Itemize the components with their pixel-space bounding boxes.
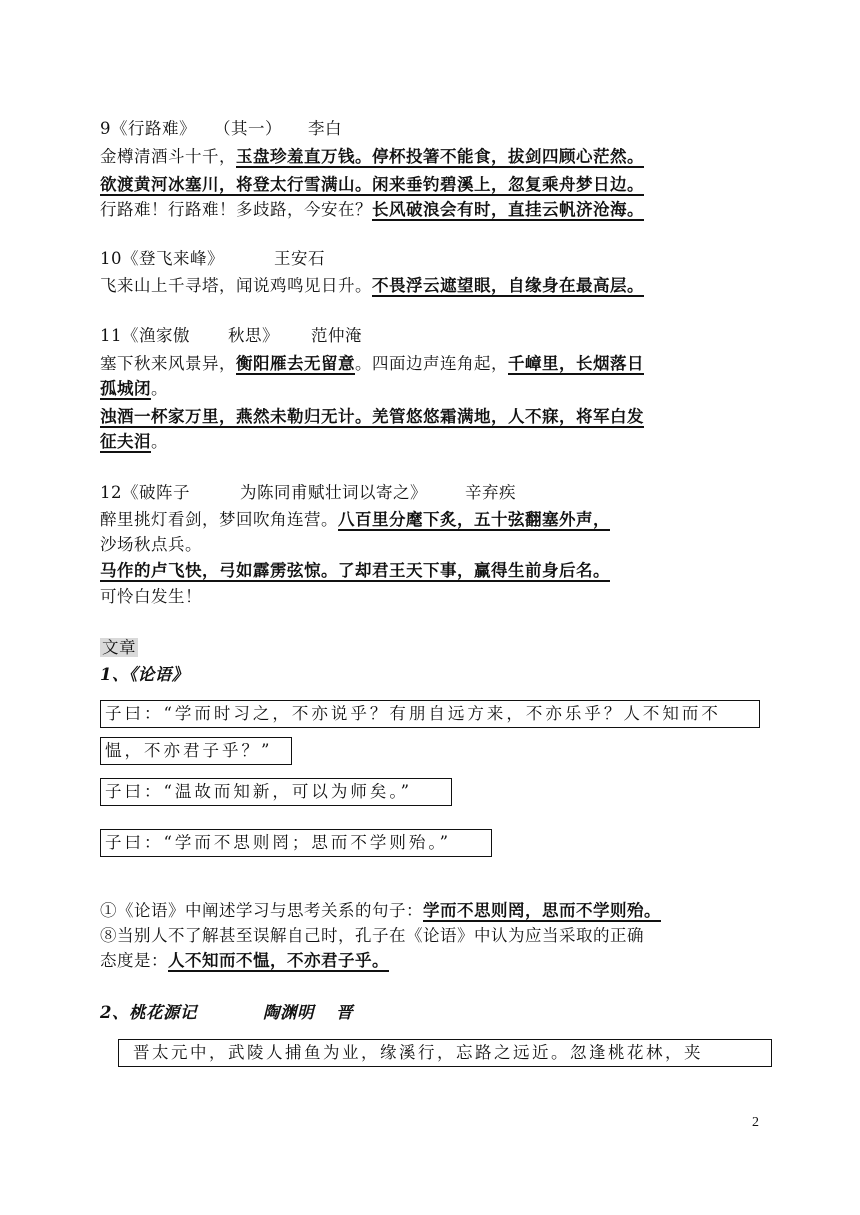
- poem9-line1: [100, 146, 644, 168]
- lunyu-question-2-text2: 态度是：: [100, 951, 168, 970]
- poem9-line1-plain: 金樽清酒斗十千，: [100, 147, 236, 166]
- lunyu-quote-box-2: [100, 778, 452, 806]
- poem11-line3-answer: 浊酒一杯家万里，燕然未勒归无计。羌管悠悠霜满地，人不寐，将军白发: [100, 407, 644, 426]
- taohuayuan-heading: [100, 1002, 353, 1024]
- poem9-title: 9《行路难》: [100, 119, 196, 138]
- lunyu-quote-box-3: [100, 829, 492, 857]
- poem9-line2-answer: 欲渡黄河冰塞川，将登太行雪满山。闲来垂钓碧溪上，忽复乘舟梦日边。: [100, 175, 644, 194]
- taohuayuan-text-box: [118, 1039, 772, 1067]
- poem10-line1-answer: 不畏浮云遮望眼，自缘身在最高层。: [372, 276, 644, 295]
- poem10-heading: [100, 248, 325, 270]
- poem10-line1: [100, 275, 644, 297]
- poem12-line2-plain: 沙场秋点兵。: [100, 535, 202, 554]
- lunyu-quote-box-1b: [100, 737, 292, 765]
- lunyu-question-2-cont: [100, 950, 389, 972]
- poem12-line1: [100, 509, 610, 531]
- poem11-sub: 秋思》: [228, 326, 279, 345]
- section-label-row: [100, 637, 138, 659]
- poem11-line1: [100, 353, 644, 375]
- poem12-line3: [100, 560, 610, 582]
- lunyu-quote-1b: 愠，不亦君子乎？”: [105, 741, 273, 760]
- poem11-line1-answer2: 千嶂里，长烟落日: [508, 354, 644, 373]
- taohuayuan-author: 陶渊明: [262, 1003, 314, 1022]
- lunyu-question-2-text: ⑧当别人不了解甚至误解自己时，孔子在《论语》中认为应当采取的正确: [100, 926, 644, 945]
- lunyu-quote-1a: 子曰：“学而时习之，不亦说乎？有朋自远方来，不亦乐乎？人不知而不: [105, 704, 721, 723]
- poem11-line3: [100, 406, 644, 428]
- poem10-title: 10《登飞来峰》: [100, 249, 224, 268]
- poem9-author: 李白: [308, 119, 342, 138]
- taohuayuan-text: 晋太元中，武陵人捕鱼为业，缘溪行，忘路之远近。忽逢桃花林，夹: [133, 1043, 703, 1062]
- page-number: 2: [752, 1115, 759, 1130]
- poem9-line3: [100, 199, 644, 221]
- poem11-line4: [100, 431, 168, 453]
- lunyu-question-1: [100, 900, 661, 922]
- poem10-author: 王安石: [274, 249, 325, 268]
- poem12-line3-answer: 马作的卢飞快，弓如霹雳弦惊。了却君王天下事，赢得生前身后名。: [100, 561, 610, 580]
- poem12-title: 12《破阵子: [100, 483, 190, 502]
- poem11-line2-plain: 。: [151, 379, 168, 398]
- poem12-line1-plain: 醉里挑灯看剑，梦回吹角连营。: [100, 510, 338, 529]
- lunyu-quote-2: 子曰：“温故而知新，可以为师矣。”: [105, 782, 413, 801]
- poem10-line1-plain: 飞来山上千寻塔，闻说鸡鸣见日升。: [100, 276, 372, 295]
- poem11-author: 范仲淹: [311, 326, 362, 345]
- lunyu-question-1-text: ①《论语》中阐述学习与思考关系的句子：: [100, 901, 423, 920]
- lunyu-question-1-answer: 学而不思则罔，思而不学则殆。: [423, 901, 661, 920]
- poem12-line1-answer: 八百里分麾下炙，五十弦翻塞外声，: [338, 510, 610, 529]
- poem11-line1-plain2: 。四面边声连角起，: [355, 354, 508, 373]
- poem12-line2: [100, 534, 202, 556]
- poem9-line3-plain: 行路难！行路难！多歧路，今安在？: [100, 200, 372, 219]
- taohuayuan-dynasty: 晋: [335, 1003, 353, 1022]
- lunyu-heading: 1、《论语》: [100, 665, 189, 684]
- poem12-heading: [100, 482, 516, 504]
- lunyu-question-2-answer: 人不知而不愠，不亦君子乎。: [168, 951, 389, 970]
- poem12-line4-plain: 可怜白发生！: [100, 587, 202, 606]
- poem12-line4: [100, 586, 202, 608]
- taohuayuan-title: 2、桃花源记: [100, 1003, 197, 1022]
- poem11-line4-answer: 征夫泪: [100, 432, 151, 451]
- poem9-line3-answer: 长风破浪会有时，直挂云帆济沧海。: [372, 200, 644, 219]
- poem11-title: 11《渔家傲: [100, 326, 190, 345]
- poem9-sub: （其一）: [214, 119, 282, 138]
- lunyu-question-2: [100, 925, 644, 947]
- poem11-line2-answer: 孤城闭: [100, 379, 151, 398]
- poem12-author: 辛弃疾: [465, 483, 516, 502]
- poem11-heading: [100, 325, 362, 347]
- poem11-line2: [100, 378, 168, 400]
- poem12-sub: 为陈同甫赋壮词以寄之》: [240, 483, 427, 502]
- lunyu-quote-box-1a: [100, 700, 760, 728]
- section-label: 文章: [102, 638, 136, 657]
- poem11-line1-answer: 衡阳雁去无留意: [236, 354, 355, 373]
- poem9-line1-answer: 玉盘珍羞直万钱。停杯投箸不能食，拔剑四顾心茫然。: [236, 147, 644, 166]
- lunyu-quote-3: 子曰：“学而不思则罔；思而不学则殆。”: [105, 833, 452, 852]
- poem9-heading: [100, 118, 342, 140]
- poem11-line4-plain: 。: [151, 432, 168, 451]
- poem11-line1-plain: 塞下秋来风景异，: [100, 354, 236, 373]
- poem9-line2: [100, 174, 644, 196]
